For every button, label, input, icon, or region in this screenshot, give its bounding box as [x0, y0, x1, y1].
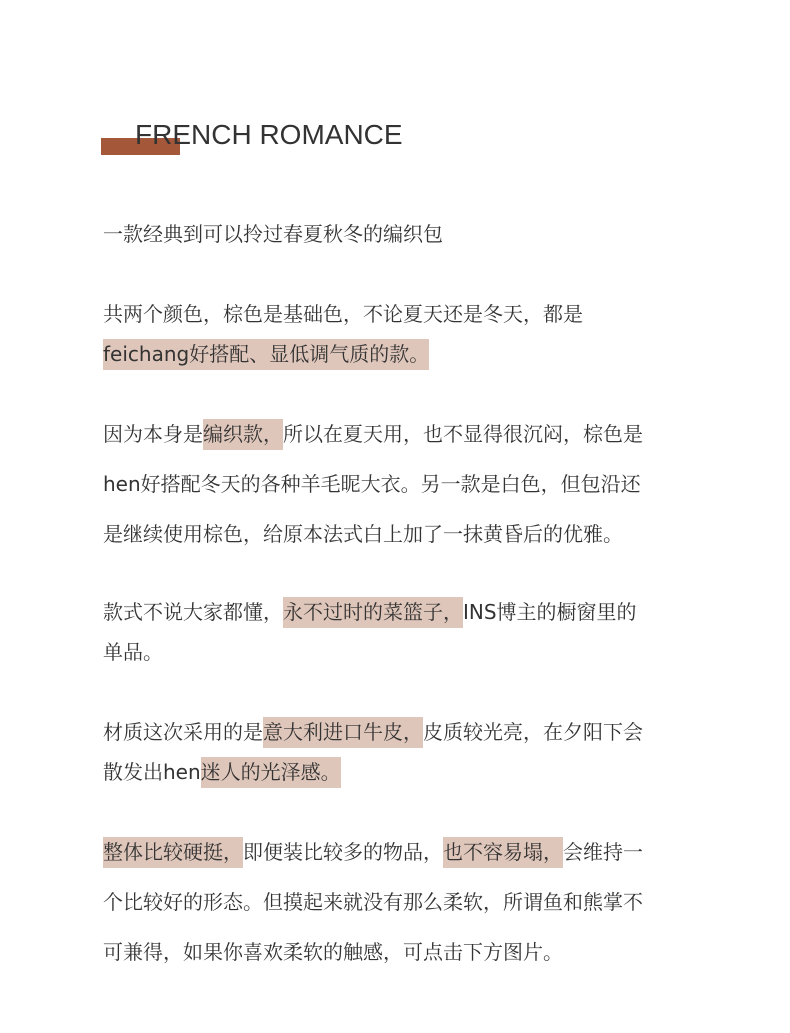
text-line — [103, 469, 641, 499]
text-segment: 所以在夏天用，也不显得很沉闷，棕色是 — [283, 422, 643, 446]
text-line — [103, 419, 643, 449]
text-line — [103, 339, 429, 369]
text-segment: 散发出hen — [103, 760, 201, 784]
text-segment: 会维持一 — [563, 840, 643, 864]
text-line — [103, 219, 443, 249]
text-segment: INS博主的橱窗里的 — [463, 600, 637, 624]
text-line — [103, 519, 623, 549]
text-segment: 个比较好的形态。但摸起来就没有那么柔软，所谓鱼和熊掌不 — [103, 890, 643, 914]
text-segment: 因为本身是 — [103, 422, 203, 446]
text-segment: 皮质较光亮，在夕阳下会 — [423, 720, 643, 744]
text-line — [103, 887, 643, 917]
highlighted-text: 迷人的光泽感。 — [201, 757, 341, 788]
text-segment: 款式不说大家都懂， — [103, 600, 283, 624]
text-segment: 是继续使用棕色，给原本法式白上加了一抹黄昏后的优雅。 — [103, 522, 623, 546]
text-segment: 单品。 — [103, 640, 163, 664]
highlighted-text: 永不过时的菜篮子， — [283, 597, 463, 628]
text-line — [103, 597, 637, 627]
text-segment: 可兼得，如果你喜欢柔软的触感，可点击下方图片。 — [103, 940, 563, 964]
text-segment: 即便装比较多的物品， — [243, 840, 443, 864]
page-title: FRENCH ROMANCE — [135, 119, 403, 150]
highlighted-text: 整体比较硬挺， — [103, 837, 243, 868]
section-heading — [101, 116, 601, 160]
text-segment: hen好搭配冬天的各种羊毛昵大衣。另一款是白色，但包沿还 — [103, 472, 641, 496]
text-segment: 材质这次采用的是 — [103, 720, 263, 744]
text-segment: 共两个颜色，棕色是基础色，不论夏天还是冬天，都是 — [103, 302, 583, 326]
text-line — [103, 757, 341, 787]
highlighted-text: 意大利进口牛皮， — [263, 717, 423, 748]
highlighted-text: feichang好搭配、显低调气质的款。 — [103, 339, 429, 370]
highlighted-text: 也不容易塌， — [443, 837, 563, 868]
text-line — [103, 937, 563, 967]
text-line — [103, 717, 643, 747]
text-segment: 一款经典到可以拎过春夏秋冬的编织包 — [103, 222, 443, 246]
highlighted-text: 编织款， — [203, 419, 283, 450]
text-line — [103, 637, 163, 667]
text-line — [103, 837, 643, 867]
text-line — [103, 299, 583, 329]
